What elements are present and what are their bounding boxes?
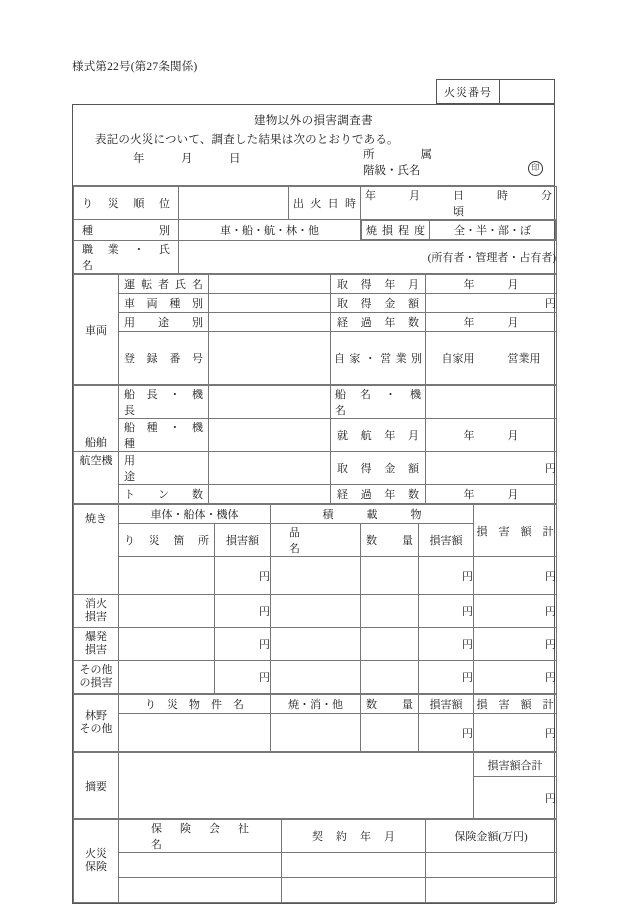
table-row	[74, 485, 557, 504]
forest-section-label: 林野 その他	[74, 695, 119, 752]
damage-other-quantity-input[interactable]	[361, 661, 419, 694]
vehicle-section-label: 車両	[74, 275, 119, 385]
vessel-type-input[interactable]	[209, 419, 331, 452]
forest-quantity-input[interactable]	[361, 714, 419, 752]
summary-input[interactable]	[119, 753, 474, 819]
forest-amount-header: 損害額	[419, 695, 474, 714]
occupation-name-input[interactable]: (所有者・管理者・占有者)	[179, 241, 557, 274]
damage-burn-item-input[interactable]	[271, 557, 361, 595]
vehicle-usage-input[interactable]	[209, 313, 331, 332]
vehicle-type-input[interactable]	[209, 294, 331, 313]
forest-type-input[interactable]	[271, 714, 361, 752]
damage-explosion-body-amount-input[interactable]: 円	[215, 628, 271, 661]
insurance-company-header: 保 険 会 社 名	[119, 820, 282, 853]
rank-name-label: 階級・氏名	[363, 165, 421, 177]
vehicle-type-label: 車 両 種 別	[119, 294, 209, 313]
vessel-elapsed-years-input[interactable]: 年 月	[426, 485, 557, 504]
damage-cargo-group-label: 積 載 物	[271, 505, 474, 524]
damage-other-total-input[interactable]: 円	[474, 661, 557, 694]
table-row	[74, 505, 557, 524]
vehicle-acquire-amount-input[interactable]: 円	[426, 294, 557, 313]
damage-other-location-input[interactable]	[119, 661, 215, 694]
table-row	[74, 294, 557, 313]
damage-explosion-total-input[interactable]: 円	[474, 628, 557, 661]
vessel-captain-input[interactable]	[209, 386, 331, 419]
basic-info-table	[73, 186, 557, 274]
insurance-contract-header: 契 約 年 月	[282, 820, 426, 853]
damage-body-group-label: 車体・船体・機体	[119, 505, 271, 524]
insurance-amount-input-2[interactable]	[426, 878, 557, 903]
vehicle-ownership-label: 自家・営業別	[331, 332, 426, 385]
damage-other-label: その他 の損害	[74, 661, 119, 694]
burn-degree-options[interactable]: 全・半・部・ぼ	[430, 221, 556, 240]
burn-degree-label: 焼損程度	[362, 221, 430, 240]
ignition-datetime-label: 出火日時	[289, 187, 361, 220]
damage-extinguish-quantity-input[interactable]	[361, 595, 419, 628]
vessel-acquire-amount-label: 取 得 金 額	[331, 452, 426, 485]
rank-order-label: り 災 順 位	[74, 187, 179, 220]
burn-degree-cell	[361, 220, 557, 241]
damage-explosion-cargo-amount-input[interactable]: 円	[419, 628, 474, 661]
vehicle-elapsed-years-input[interactable]: 年 月	[426, 313, 557, 332]
form-number: 様式第22号(第27条関係)	[72, 61, 198, 73]
category-label: 種 別	[74, 220, 179, 241]
vehicle-ownership-options[interactable]: 自家用 営業用	[426, 332, 557, 385]
forest-type-header: 焼・消・他	[271, 695, 361, 714]
table-row	[74, 332, 557, 385]
damage-extinguish-location-input[interactable]	[119, 595, 215, 628]
vessel-section-label-2: 航空機	[74, 452, 119, 504]
vessel-usage-input[interactable]	[209, 452, 331, 485]
vessel-type-label: 船 種 ・ 機 種	[119, 419, 209, 452]
table-row	[74, 661, 557, 694]
insurance-amount-input-1[interactable]	[426, 853, 557, 878]
insurance-contract-input-1[interactable]	[282, 853, 426, 878]
table-row	[74, 313, 557, 332]
damage-quantity-header: 数 量	[361, 524, 419, 557]
category-options[interactable]: 車・船・航・林・他	[179, 220, 361, 241]
damage-location-header: り 災 箇 所	[119, 524, 215, 557]
forest-section-table	[73, 694, 557, 752]
table-row	[74, 386, 557, 419]
insurance-section-label: 火災 保険	[74, 820, 119, 903]
statement-text: 表記の火災について、調査した結果は次のとおりである。	[95, 134, 399, 146]
damage-item-header: 品 名	[271, 524, 361, 557]
seal-icon: 印	[528, 161, 543, 176]
fire-number-input[interactable]	[500, 80, 554, 103]
damage-explosion-label: 爆発 損害	[74, 628, 119, 661]
insurance-company-input-1[interactable]	[119, 853, 282, 878]
damage-burn-location-input[interactable]	[119, 557, 215, 595]
occupation-name-label: 職 業 ・ 氏 名	[74, 241, 179, 274]
table-row	[74, 820, 557, 853]
damage-explosion-quantity-input[interactable]	[361, 628, 419, 661]
vessel-service-date-input[interactable]: 年 月	[426, 419, 557, 452]
damage-explosion-item-input[interactable]	[271, 628, 361, 661]
table-row	[74, 595, 557, 628]
damage-extinguish-item-input[interactable]	[271, 595, 361, 628]
grand-total-label: 損害額合計	[474, 753, 557, 777]
vessel-tonnage-input[interactable]	[209, 485, 331, 504]
summary-section-table	[73, 752, 557, 819]
vehicle-section-table	[73, 274, 557, 385]
damage-table	[73, 504, 557, 694]
vessel-tonnage-label: ト ン 数	[119, 485, 209, 504]
vehicle-acquire-date-input[interactable]: 年 月	[426, 275, 557, 294]
forest-object-header: り 災 物 件 名	[119, 695, 271, 714]
vessel-elapsed-years-label: 経 過 年 数	[331, 485, 426, 504]
table-row	[74, 419, 557, 452]
damage-burn-total-input[interactable]: 円	[474, 557, 557, 595]
table-row	[74, 853, 557, 878]
forest-total-input[interactable]: 円	[474, 714, 557, 752]
forest-object-input[interactable]	[119, 714, 271, 752]
table-row	[74, 753, 557, 777]
forest-amount-input[interactable]: 円	[419, 714, 474, 752]
damage-cargo-amount-header: 損害額	[419, 524, 474, 557]
vessel-section-table	[73, 385, 557, 504]
damage-extinguish-label: 消火 損害	[74, 595, 119, 628]
table-row	[74, 878, 557, 903]
damage-other-body-amount-input[interactable]: 円	[215, 661, 271, 694]
report-date-line[interactable]: 年 月 日	[133, 153, 241, 165]
vehicle-registration-input[interactable]	[209, 332, 331, 385]
damage-total-header: 損 害 額 計	[474, 505, 557, 557]
damage-burn-quantity-input[interactable]	[361, 557, 419, 595]
page-title: 建物以外の損害調査書	[254, 115, 373, 127]
summary-label: 摘要	[74, 753, 119, 819]
table-row	[74, 241, 557, 274]
vehicle-acquire-date-label: 取 得 年 月	[331, 275, 426, 294]
table-row	[74, 695, 557, 714]
damage-extinguish-body-amount-input[interactable]: 円	[215, 595, 271, 628]
damage-extinguish-cargo-amount-input[interactable]: 円	[419, 595, 474, 628]
vessel-name-input[interactable]	[426, 386, 557, 419]
table-row	[74, 714, 557, 752]
vessel-service-date-label: 就 航 年 月	[331, 419, 426, 452]
table-row	[74, 452, 557, 485]
vessel-section-label-1: 船舶	[74, 386, 119, 452]
insurance-section-table	[73, 819, 557, 903]
fire-number-box	[436, 79, 555, 104]
damage-burn-body-amount-input[interactable]: 円	[215, 557, 271, 595]
vehicle-driver-input[interactable]	[209, 275, 331, 294]
damage-other-cargo-amount-input[interactable]: 円	[419, 661, 474, 694]
damage-burn-label: 焼き	[74, 505, 119, 595]
signature-block	[363, 147, 432, 179]
vessel-name-label: 船 名 ・ 機 名	[331, 386, 426, 419]
damage-burn-cargo-amount-input[interactable]: 円	[419, 557, 474, 595]
vessel-usage-label: 用 途	[119, 452, 209, 485]
vehicle-registration-label: 登 録 番 号	[119, 332, 209, 385]
insurance-amount-header: 保険金額(万円)	[426, 820, 557, 853]
damage-explosion-location-input[interactable]	[119, 628, 215, 661]
affiliation-label: 所 属	[363, 149, 432, 161]
grand-total-input[interactable]: 円	[474, 777, 557, 819]
insurance-contract-input-2[interactable]	[282, 878, 426, 903]
vehicle-acquire-amount-label: 取 得 金 額	[331, 294, 426, 313]
damage-body-amount-header: 損害額	[215, 524, 271, 557]
table-row	[74, 557, 557, 595]
main-form-table	[72, 104, 555, 904]
forest-quantity-header: 数 量	[361, 695, 419, 714]
damage-other-item-input[interactable]	[271, 661, 361, 694]
table-row	[74, 275, 557, 294]
table-row	[74, 187, 557, 220]
vessel-captain-label: 船 長 ・ 機 長	[119, 386, 209, 419]
vehicle-driver-label: 運 転 者 氏 名	[119, 275, 209, 294]
damage-extinguish-total-input[interactable]: 円	[474, 595, 557, 628]
vehicle-elapsed-years-label: 経 過 年 数	[331, 313, 426, 332]
vessel-acquire-amount-input[interactable]: 円	[426, 452, 557, 485]
table-row	[74, 220, 557, 241]
table-row	[74, 628, 557, 661]
insurance-company-input-2[interactable]	[119, 878, 282, 903]
forest-total-header: 損 害 額 計	[474, 695, 557, 714]
rank-order-input[interactable]	[179, 187, 289, 220]
ignition-datetime-input[interactable]: 年 月 日 時 分頃	[361, 187, 557, 220]
fire-number-label: 火災番号	[437, 80, 500, 103]
vehicle-usage-label: 用 途 別	[119, 313, 209, 332]
form-header-block	[73, 105, 554, 186]
